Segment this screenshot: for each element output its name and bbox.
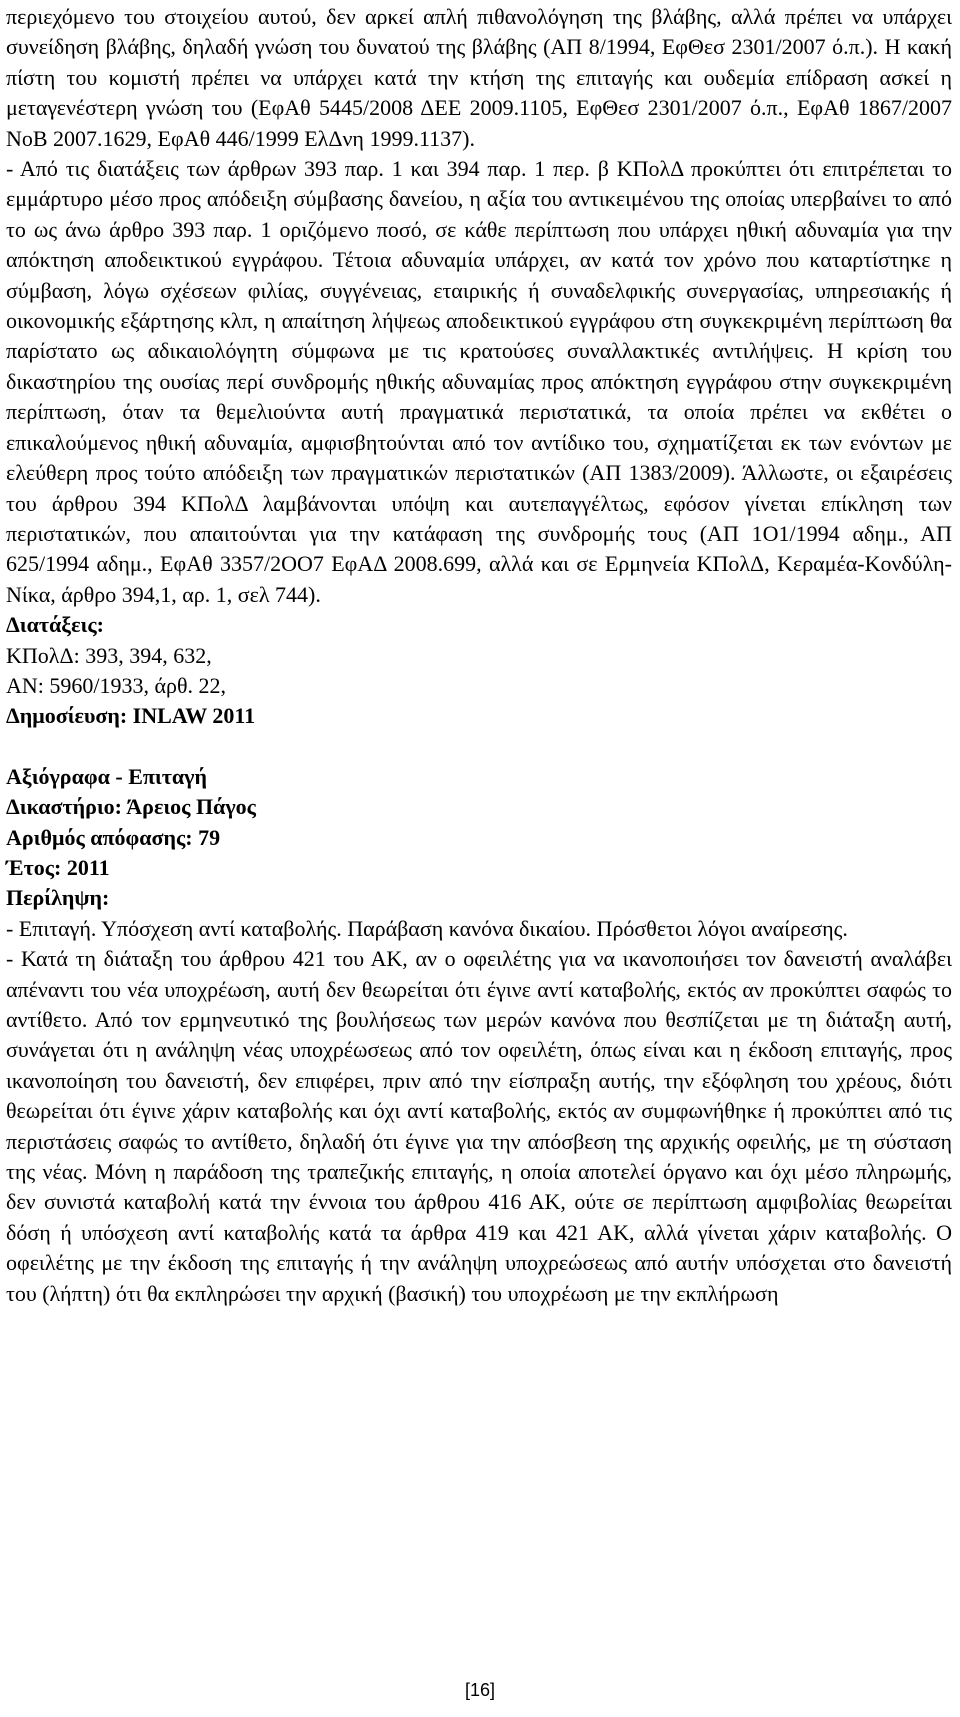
court-value: Άρειος Πάγος [122,794,256,820]
paragraph-moral-impossibility: - Από τις διατάξεις των άρθρων 393 παρ. 1 και 394 παρ. 1 περ. β ΚΠολΔ προκύπτει ότι επιτρέπεται το εμμάρτυρο μέσο προς απόδειξη σύμβασης δανείου, η αξία του αντικειμένου της οποίας υπερβαίνει το από το ως άνω άρθρο 393 παρ. 1 οριζόμενο ποσό, σε κάθε περίπτωση που υπάρχει ηθική αδυναμία για την απόκτηση αποδεικτικού εγγράφου. Τέτοια αδυναμία υπάρχει, αν κατά τον χρόνο που καταρτίστηκε η σύμβαση, λόγω σχέσεων φιλίας, συγγένειας, εταιρικής ή συναδελφικής συνεργασίας, υπηρεσιακής ή οικονομικής εξάρτησης κλπ, η απαίτηση λήψεως αποδεικτικού εγγράφου στη συγκεκριμένη περίπτωση θα παρίστατο ως αδικαιολόγητη σύμφωνα με τις κρατούσες συναλλακτικές αντιλήψεις. Η κρίση του δικαστηρίου της ουσίας περί συνδρομής ηθικής αδυναμίας προς απόκτηση εγγράφου στην συγκεκριμένη περίπτωση, όταν τα θεμελιούντα αυτή πραγματικά περιστατικά, τα οποία πρέπει να εκθέτει ο επικαλούμενος ηθική αδυναμία, αμφισβητούνται από τον αντίδικο του, σχηματίζεται εκ των ενόντων με ελεύθερη προς τούτο απόδειξη των πραγματικών περιστατικών (ΑΠ 1383/2009). Άλλωστε, οι εξαιρέσεις του άρθρου 394 ΚΠολΔ λαμβάνονται υπόψη και αυτεπαγγέλτως, εφόσον γίνεται επίκληση των περιστατικών, που απαιτούνται για την κατάφαση της συνδρομής τους (ΑΠ 1Ο1/1994 αδημ., ΑΠ 625/1994 αδημ., ΕφΑθ 3357/2ΟΟ7 ΕφΑΔ 2008.699, αλλά και σε Ερμηνεία ΚΠολΔ, Κεραμέα-Κονδύλη-Νίκα, άρθρο 394,1, αρ. 1, σελ 744). [6,156,952,607]
paragraph-payment-promise: - Κατά τη διάταξη του άρθρου 421 του ΑΚ, αν ο οφειλέτης για να ικανοποιήσει τον δανειστή αναλάβει απέναντι του νέα υποχρέωση, αυτή δεν θεωρείται ότι έγινε αντί καταβολής, εκτός αν προκύπτει σαφώς το αντίθετο. Από τον ερμηνευτικό της βουλήσεως των μερών κανόνα που θεσπίζεται με τη διάταξη αυτή, συνάγεται ότι η ανάληψη νέας υποχρέωσεως από τον οφειλέτη, όπως είναι και η έκδοση επιταγής, προς ικανοποίηση του δανειστή, δεν επιφέρει, πριν από την είσπραξη αυτής, την εξόφληση του χρέους, διότι θεωρείται ότι έγινε χάριν καταβολής και όχι αντί καταβολής, εκτός αν συμφωνήθηκε ή προκύπτει από τις περιστάσεις σαφώς το αντίθετο, δηλαδή ότι έγινε για την απόσβεση της αρχικής οφειλής, με τη σύσταση της νέας. Μόνη η παράδοση της τραπεζικής επιταγής, η οποία αποτελεί όργανο και όχι μέσο πληρωμής, δεν συνιστά καταβολή κατά την έννοια του άρθρου 416 ΑΚ, ούτε σε περίπτωση αμφιβολίας θεωρείται δόση ή υπόσχεση αντί καταβολής κατά τα άρθρα 419 και 421 ΑΚ, αλλά γίνεται χάριν καταβολής. Ο οφειλέτης με την έκδοση της επιταγής ή την ανάληψη υποχρεώσεως από αυτήν υπόσχεται στο δανειστή του (λήπτη) ότι θα εκπληρώσει την αρχική (βασική) του υποχρέωση με την εκπλήρωση [6,946,952,1306]
summary-line: - Επιταγή. Υπόσχεση αντί καταβολής. Παράβαση κανόνα δικαίου. Πρόσθετοι λόγοι αναίρεσης. [6,915,848,941]
publication-line [6,701,952,731]
year-value: 2011 [61,854,110,880]
year-line [6,853,952,883]
summary-heading: Περίληψη: [6,885,110,911]
provision-line: ΚΠολΔ: 393, 394, 632, [6,642,212,668]
decision-number-value: 79 [192,824,221,850]
year-label: Έτος: [6,854,62,880]
section-spacer [6,732,952,762]
paragraph-bad-faith: περιεχόμενο του στοιχείου αυτού, δεν αρκεί απλή πιθανολόγηση της βλάβης, αλλά πρέπει να υπάρχει συνείδηση βλάβης, δηλαδή γνώση του δυνατού της βλάβης (ΑΠ 8/1994, ΕφΘεσ 2301/2007 ό.π.). Η κακή πίστη του κομιστή πρέπει να υπάρχει κατά την κτήση της επιταγής και ουδεμία επίδραση ασκεί η μεταγενέστερη γνώση του (ΕφΑθ 5445/2008 ΔΕΕ 2009.1105, ΕφΘεσ 2301/2007 ό.π., ΕφΑθ 1867/2007 ΝοΒ 2007.1629, ΕφΑθ 446/1999 ΕλΔνη 1999.1137). [6,4,952,151]
page-number: [16] [464,1680,496,1700]
court-label: Δικαστήριο: [6,794,122,820]
provisions-heading: Διατάξεις: [6,612,104,638]
publication-value: INLAW 2011 [127,703,256,729]
decision-number-line [6,823,952,853]
publication-label: Δημοσίευση: [6,703,128,729]
section-title: Αξιόγραφα - Επιταγή [6,763,207,789]
provision-line: ΑΝ: 5960/1933, άρθ. 22, [6,672,227,698]
court-line [6,792,952,822]
decision-number-label: Αριθμός απόφασης: [6,824,193,850]
